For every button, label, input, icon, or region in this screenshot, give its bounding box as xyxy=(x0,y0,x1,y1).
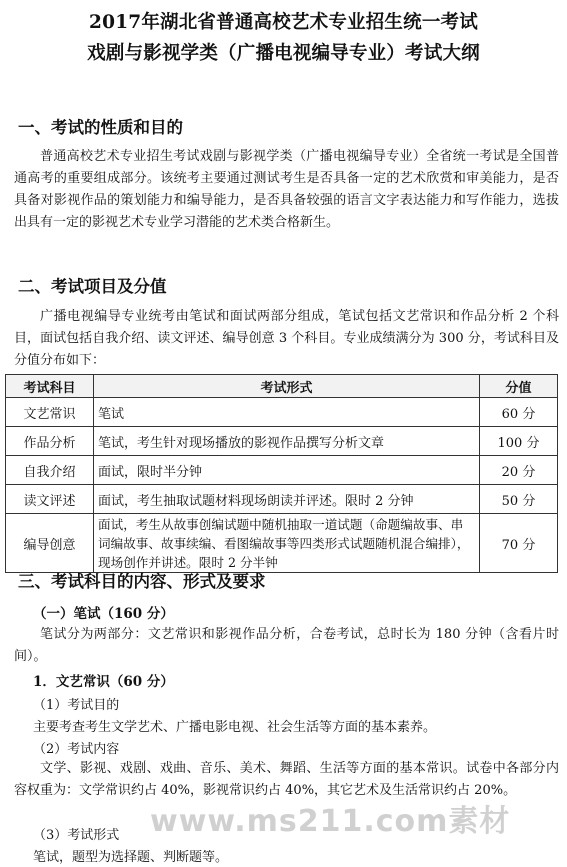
table-cell-subject: 自我介绍 xyxy=(6,456,94,485)
table-cell-score: 100 分 xyxy=(480,427,558,456)
exam-goal-text: 主要考查考生文学艺术、广播电影电视、社会生活等方面的基本素养。 xyxy=(33,720,437,735)
table-cell-subject: 读文评述 xyxy=(6,485,94,514)
table-cell-form: 笔试 xyxy=(94,398,480,427)
exam-content-label: （2）考试内容 xyxy=(33,742,120,757)
table-cell-subject: 作品分析 xyxy=(6,427,94,456)
literary-knowledge-heading: 1．文艺常识（60 分） xyxy=(33,674,174,690)
written-exam-heading: （一）笔试（160 分） xyxy=(33,606,174,622)
table-cell-score: 20 分 xyxy=(480,456,558,485)
table-cell-score: 70 分 xyxy=(480,514,558,573)
table-row xyxy=(6,456,558,485)
section2-paragraph: 广播电视编导专业统考由笔试和面试两部分组成，笔试包括文艺常识和作品分析 2 个科目，面试包括自我介绍、读文评述、编导创意 3 个科目。专业成绩满分为 300 分，考试科目及分值分布如下： xyxy=(14,309,559,368)
table-cell-score: 50 分 xyxy=(480,485,558,514)
doc-title-line2: 戏剧与影视学类（广播电视编导专业）考试大纲 xyxy=(87,43,480,64)
table-cell-form: 面试，考生抽取试题材料现场朗读并评述。限时 2 分钟 xyxy=(94,485,480,514)
exam-form-text: 笔试，题型为选择题、判断题等。 xyxy=(33,850,229,865)
score-table xyxy=(5,374,558,573)
section1-heading: 一、考试的性质和目的 xyxy=(18,118,183,137)
table-header-row xyxy=(6,375,558,398)
section2-heading: 二、考试项目及分值 xyxy=(18,277,167,296)
table-row xyxy=(6,485,558,514)
table-header-form: 考试形式 xyxy=(94,375,480,398)
table-cell-score: 60 分 xyxy=(480,398,558,427)
table-cell-form: 笔试，考生针对现场播放的影视作品撰写分析文章 xyxy=(94,427,480,456)
watermark: www.ms211.com素材 xyxy=(150,804,511,839)
table-row xyxy=(6,398,558,427)
table-cell-form: 面试，考生从故事创编试题中随机抽取一道试题（命题编故事、串词编故事、故事续编、看图编故事等四类形式试题随机混合编排），现场创作并讲述。限时 2 分半钟 xyxy=(94,514,480,573)
doc-title-line1: 2017年湖北省普通高校艺术专业招生统一考试 xyxy=(89,12,478,33)
table-cell-subject: 文艺常识 xyxy=(6,398,94,427)
section3-heading: 三、考试科目的内容、形式及要求 xyxy=(18,572,266,591)
table-cell-form: 面试，限时半分钟 xyxy=(94,456,480,485)
table-row xyxy=(6,427,558,456)
table-cell-subject: 编导创意 xyxy=(6,514,94,573)
table-header-score: 分值 xyxy=(480,375,558,398)
table-row xyxy=(6,514,558,573)
written-exam-paragraph: 笔试分为两部分：文艺常识和影视作品分析，合卷考试，总时长为 180 分钟（含看片时间）。 xyxy=(14,627,559,664)
exam-goal-label: （1）考试目的 xyxy=(33,698,120,713)
exam-content-paragraph: 文学、影视、戏剧、戏曲、音乐、美术、舞蹈、生活等方面的基本常识。试卷中各部分内容权重为：文学常识约占 40%，影视常识约占 40%，其它艺术及生活常识约占 20%。 xyxy=(14,761,559,798)
section1-paragraph: 普通高校艺术专业招生考试戏剧与影视学类（广播电视编导专业）全省统一考试是全国普通高考的重要组成部分。该统考主要通过测试考生是否具备一定的艺术欣赏和审美能力，是否具备对影视作品的策划能力和编导能力，是否具备较强的语言文字表达能力和写作能力，选拔出具有一定的影视艺术专业学习潜能的艺术类合格新生。 xyxy=(14,149,559,230)
table-header-subject: 考试科目 xyxy=(6,375,94,398)
exam-form-label: （3）考试形式 xyxy=(33,828,120,843)
